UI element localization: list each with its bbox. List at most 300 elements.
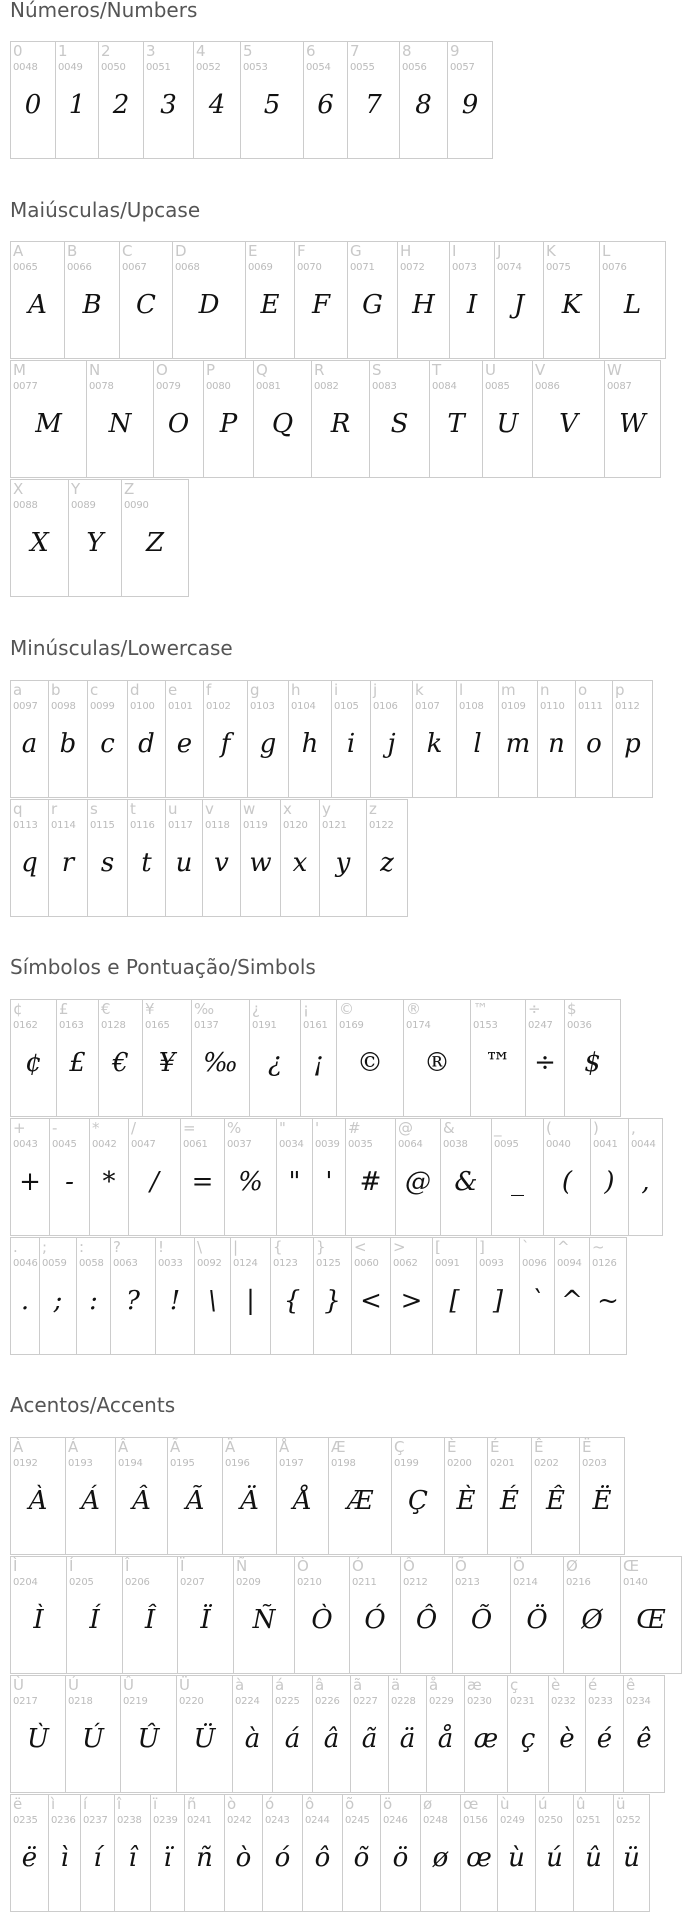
glyph-sample: F xyxy=(311,290,331,320)
glyph-cell xyxy=(116,1437,168,1555)
glyph-cell xyxy=(398,241,450,359)
glyph-code: 0237 xyxy=(83,1815,108,1826)
glyph-cell xyxy=(154,360,204,478)
glyph-sample: ] xyxy=(492,1286,504,1316)
glyph-sample: V xyxy=(559,409,578,439)
glyph-cell xyxy=(49,1794,81,1912)
glyph-sample: Ö xyxy=(526,1605,548,1635)
glyph-cell xyxy=(401,1556,453,1674)
glyph-code: 0248 xyxy=(423,1815,448,1826)
glyph-code: 0114 xyxy=(51,820,76,831)
glyph-cell xyxy=(81,1794,115,1912)
glyph-row xyxy=(10,1118,663,1236)
glyph-label: ô xyxy=(305,1795,315,1813)
glyph-sample: 1 xyxy=(68,90,86,120)
glyph-sample: \ xyxy=(208,1286,217,1316)
glyph-sample: N xyxy=(108,409,132,439)
glyph-cell xyxy=(225,1794,263,1912)
glyph-sample: û xyxy=(585,1843,602,1873)
glyph-code: 0048 xyxy=(13,62,38,73)
glyph-label: s xyxy=(90,800,98,818)
glyph-cell xyxy=(320,799,367,917)
glyph-cell xyxy=(404,999,471,1117)
glyph-sample: © xyxy=(357,1048,383,1078)
glyph-sample: á xyxy=(284,1724,301,1754)
glyph-code: 0226 xyxy=(315,1696,340,1707)
glyph-label: F xyxy=(297,242,306,260)
glyph-code: 0193 xyxy=(68,1458,93,1469)
glyph-cell xyxy=(367,799,408,917)
glyph-cell xyxy=(234,1556,295,1674)
glyph-code: 0078 xyxy=(89,381,114,392)
glyph-code: 0126 xyxy=(592,1258,617,1269)
glyph-cell xyxy=(555,1237,590,1355)
glyph-code: 0036 xyxy=(567,1020,592,1031)
glyph-sample: Û xyxy=(137,1724,160,1754)
glyph-label: Á xyxy=(68,1438,79,1456)
glyph-code: 0200 xyxy=(447,1458,472,1469)
glyph-label: - xyxy=(52,1119,58,1137)
glyph-label: © xyxy=(339,1000,354,1018)
glyph-code: 0238 xyxy=(117,1815,142,1826)
glyph-sample: { xyxy=(283,1286,301,1316)
glyph-sample: ë xyxy=(21,1843,38,1873)
glyph-cell xyxy=(88,680,128,798)
glyph-row xyxy=(10,799,408,917)
glyph-code: 0083 xyxy=(372,381,397,392)
glyph-sample: Å xyxy=(293,1486,312,1516)
glyph-sample: d xyxy=(138,729,155,759)
glyph-code: 0089 xyxy=(71,500,96,511)
glyph-cell xyxy=(520,1237,555,1355)
glyph-cell xyxy=(241,799,281,917)
glyph-cell xyxy=(11,1118,50,1236)
glyph-sample: L xyxy=(623,290,642,320)
glyph-sample: Ï xyxy=(200,1605,211,1635)
glyph-sample: C xyxy=(136,290,156,320)
glyph-sample: ì xyxy=(60,1843,69,1873)
glyph-code: 0060 xyxy=(354,1258,379,1269)
glyph-code: 0046 xyxy=(13,1258,38,1269)
glyph-label: ™ xyxy=(473,1000,488,1018)
glyph-cell xyxy=(590,1237,627,1355)
glyph-code: 0082 xyxy=(314,381,339,392)
glyph-label: ¢ xyxy=(13,1000,23,1018)
glyph-sample: 0 xyxy=(24,90,42,120)
glyph-cell xyxy=(392,1437,445,1555)
glyph-cell xyxy=(178,1556,234,1674)
glyph-sample: 6 xyxy=(317,90,334,120)
glyph-sample: n xyxy=(548,729,565,759)
glyph-sample: & xyxy=(454,1167,478,1197)
glyph-label: G xyxy=(350,242,362,260)
glyph-cell xyxy=(471,999,526,1117)
glyph-sample: ™ xyxy=(485,1048,511,1078)
glyph-sample: ç xyxy=(520,1724,536,1754)
glyph-sample: k xyxy=(426,729,443,759)
glyph-code: 0045 xyxy=(52,1139,77,1150)
glyph-label: ì xyxy=(51,1795,56,1813)
glyph-label: Ö xyxy=(513,1557,525,1575)
glyph-label: € xyxy=(101,1000,111,1018)
glyph-cell xyxy=(77,1237,111,1355)
glyph-code: 0085 xyxy=(485,381,510,392)
glyph-cell xyxy=(271,1237,314,1355)
glyph-code: 0099 xyxy=(90,701,115,712)
glyph-cell xyxy=(614,1794,650,1912)
glyph-label: / xyxy=(131,1119,137,1137)
glyph-label: 7 xyxy=(350,42,360,60)
glyph-code: 0064 xyxy=(398,1139,423,1150)
glyph-code: 0092 xyxy=(197,1258,222,1269)
glyph-cell xyxy=(350,1556,401,1674)
glyph-sample: g xyxy=(259,729,277,759)
glyph-code: 0050 xyxy=(101,62,126,73)
glyph-sample: j xyxy=(387,729,396,759)
glyph-code: 0203 xyxy=(582,1458,607,1469)
glyph-label: 2 xyxy=(101,42,111,60)
glyph-cell xyxy=(532,1437,580,1555)
glyph-code: 0073 xyxy=(452,262,477,273)
glyph-code: 0088 xyxy=(13,500,38,511)
glyph-label: é xyxy=(588,1676,598,1694)
glyph-label: 6 xyxy=(306,42,316,60)
glyph-sample: < xyxy=(360,1286,382,1316)
glyph-label: ñ xyxy=(187,1795,197,1813)
glyph-code: 0063 xyxy=(113,1258,138,1269)
glyph-sample: Ç xyxy=(408,1486,428,1516)
glyph-sample: o xyxy=(586,729,602,759)
glyph-cell xyxy=(181,1118,225,1236)
glyph-label: Û xyxy=(123,1676,134,1694)
glyph-code: 0116 xyxy=(130,820,155,831)
glyph-code: 0047 xyxy=(131,1139,156,1150)
glyph-sample: U xyxy=(496,409,519,439)
glyph-row xyxy=(10,1237,627,1355)
glyph-cell xyxy=(177,1675,233,1793)
glyph-sample: W xyxy=(619,409,646,439)
glyph-sample: ü xyxy=(623,1843,640,1873)
glyph-label: î xyxy=(117,1795,122,1813)
glyph-cell xyxy=(536,1794,574,1912)
glyph-label: < xyxy=(354,1238,367,1256)
glyph-label: O xyxy=(156,361,168,379)
glyph-label: > xyxy=(393,1238,406,1256)
glyph-label: ¿ xyxy=(252,1000,260,1018)
glyph-label: Ù xyxy=(13,1676,24,1694)
glyph-label: È xyxy=(447,1438,457,1456)
glyph-label: } xyxy=(316,1238,326,1256)
glyph-sample: A xyxy=(28,290,47,320)
glyph-sample: â xyxy=(323,1724,340,1754)
glyph-cell xyxy=(120,241,173,359)
glyph-cell xyxy=(391,1237,433,1355)
glyph-cell xyxy=(624,1675,665,1793)
glyph-cell xyxy=(273,1675,313,1793)
glyph-label: ? xyxy=(113,1238,121,1256)
glyph-cell xyxy=(254,360,312,478)
glyph-cell xyxy=(600,241,666,359)
glyph-label: ë xyxy=(13,1795,23,1813)
glyph-sample: l xyxy=(473,729,482,759)
glyph-cell xyxy=(549,1675,586,1793)
glyph-label: & xyxy=(443,1119,455,1137)
glyph-label: ú xyxy=(538,1795,548,1813)
glyph-cell xyxy=(621,1556,682,1674)
glyph-sample: ä xyxy=(399,1724,416,1754)
glyph-code: 0117 xyxy=(168,820,193,831)
glyph-code: 0037 xyxy=(227,1139,252,1150)
glyph-sample: ö xyxy=(392,1843,409,1873)
glyph-label: í xyxy=(83,1795,88,1813)
glyph-cell xyxy=(574,1794,614,1912)
glyph-label: ù xyxy=(500,1795,510,1813)
glyph-code: 0112 xyxy=(615,701,640,712)
glyph-sample: í xyxy=(93,1843,102,1873)
glyph-code: 0207 xyxy=(180,1577,205,1588)
glyph-label: c xyxy=(90,681,99,699)
glyph-cell xyxy=(544,1118,591,1236)
glyph-cell xyxy=(441,1118,492,1236)
glyph-code: 0069 xyxy=(248,262,273,273)
glyph-label: ê xyxy=(626,1676,636,1694)
glyph-sample: R xyxy=(330,409,351,439)
glyph-sample: - xyxy=(65,1167,74,1197)
glyph-code: 0067 xyxy=(122,262,147,273)
glyph-label: W xyxy=(607,361,622,379)
glyph-cell xyxy=(448,41,493,159)
glyph-code: 0212 xyxy=(403,1577,428,1588)
glyph-code: 0065 xyxy=(13,262,38,273)
glyph-code: 0035 xyxy=(348,1139,373,1150)
glyph-cell xyxy=(11,799,49,917)
glyph-cell xyxy=(495,241,544,359)
glyph-cell xyxy=(99,41,144,159)
glyph-label: H xyxy=(400,242,412,260)
glyph-label: z xyxy=(369,800,377,818)
glyph-cell xyxy=(352,1237,391,1355)
glyph-code: 0198 xyxy=(331,1458,356,1469)
glyph-code: 0197 xyxy=(279,1458,304,1469)
glyph-code: 0163 xyxy=(59,1020,84,1031)
glyph-code: 0115 xyxy=(90,820,115,831)
glyph-code: 0076 xyxy=(602,262,627,273)
glyph-label: Ë xyxy=(582,1438,592,1456)
glyph-sample: Æ xyxy=(346,1486,374,1516)
glyph-code: 0245 xyxy=(345,1815,370,1826)
glyph-cell xyxy=(225,1118,277,1236)
glyph-code: 0232 xyxy=(551,1696,576,1707)
glyph-sample: u xyxy=(175,848,193,878)
glyph-sample: € xyxy=(112,1048,129,1078)
glyph-label: B xyxy=(67,242,78,260)
glyph-code: 0043 xyxy=(13,1139,38,1150)
glyph-label: $ xyxy=(567,1000,577,1018)
glyph-code: 0101 xyxy=(168,701,193,712)
glyph-sample: Ò xyxy=(311,1605,333,1635)
glyph-sample: é xyxy=(596,1724,613,1754)
glyph-label: ‰ xyxy=(194,1000,215,1018)
glyph-cell xyxy=(11,1794,49,1912)
glyph-code: 0077 xyxy=(13,381,38,392)
glyph-label: # xyxy=(348,1119,361,1137)
glyph-label: a xyxy=(13,681,23,699)
glyph-code: 0227 xyxy=(353,1696,378,1707)
glyph-code: 0090 xyxy=(124,500,149,511)
glyph-code: 0161 xyxy=(303,1020,328,1031)
glyph-sample: M xyxy=(35,409,62,439)
glyph-sample: ñ xyxy=(196,1843,213,1873)
glyph-label: ü xyxy=(616,1795,626,1813)
glyph-label: I xyxy=(452,242,457,260)
glyph-cell xyxy=(544,241,600,359)
glyph-cell xyxy=(427,1675,465,1793)
glyph-label: ã xyxy=(353,1676,363,1694)
glyph-code: 0109 xyxy=(501,701,526,712)
glyph-cell xyxy=(129,1118,181,1236)
glyph-cell xyxy=(49,799,88,917)
glyph-sample: i xyxy=(346,729,356,759)
glyph-label: 3 xyxy=(146,42,156,60)
glyph-sample: @ xyxy=(405,1167,431,1197)
glyph-sample: 2 xyxy=(112,90,130,120)
glyph-code: 0201 xyxy=(490,1458,515,1469)
glyph-sample: ô xyxy=(314,1843,331,1873)
glyph-code: 0121 xyxy=(322,820,347,831)
glyph-cell xyxy=(295,1556,350,1674)
glyph-cell xyxy=(185,1794,225,1912)
glyph-label: [ xyxy=(435,1238,441,1256)
glyph-code: 0122 xyxy=(369,820,394,831)
glyph-cell xyxy=(351,1675,389,1793)
glyph-cell xyxy=(204,360,254,478)
glyph-sample: 5 xyxy=(263,90,281,120)
glyph-sample: 4 xyxy=(208,90,226,120)
glyph-code: 0244 xyxy=(305,1815,330,1826)
glyph-label: ® xyxy=(406,1000,421,1018)
glyph-cell xyxy=(312,360,370,478)
glyph-cell xyxy=(11,999,57,1117)
glyph-cell xyxy=(461,1794,498,1912)
glyph-cell xyxy=(483,360,533,478)
glyph-cell xyxy=(343,1794,381,1912)
glyph-label: ~ xyxy=(592,1238,605,1256)
glyph-cell xyxy=(168,1437,223,1555)
glyph-sample: m xyxy=(505,729,531,759)
glyph-sample: H xyxy=(412,290,435,320)
glyph-code: 0230 xyxy=(467,1696,492,1707)
glyph-sample: J xyxy=(513,290,525,320)
glyph-sample: Ã xyxy=(185,1486,205,1516)
glyph-label: 1 xyxy=(58,42,68,60)
glyph-cell xyxy=(396,1118,441,1236)
glyph-sample: ¿ xyxy=(268,1048,282,1078)
glyph-label: * xyxy=(92,1119,100,1137)
glyph-label: Ã xyxy=(170,1438,181,1456)
glyph-cell xyxy=(591,1118,629,1236)
glyph-sample: Ê xyxy=(546,1486,565,1516)
glyph-label: ) xyxy=(593,1119,599,1137)
glyph-row xyxy=(10,1794,650,1912)
glyph-code: 0241 xyxy=(187,1815,212,1826)
glyph-label: Å xyxy=(279,1438,290,1456)
glyph-sample: e xyxy=(176,729,193,759)
glyph-code: 0250 xyxy=(538,1815,563,1826)
glyph-sample: , xyxy=(641,1167,650,1197)
glyph-sample: À xyxy=(28,1486,48,1516)
glyph-label: d xyxy=(130,681,140,699)
glyph-code: 0062 xyxy=(393,1258,418,1269)
glyph-code: 0123 xyxy=(273,1258,298,1269)
glyph-code: 0199 xyxy=(394,1458,419,1469)
glyph-sample: r xyxy=(61,848,75,878)
glyph-sample: ^ xyxy=(561,1286,583,1316)
glyph-sample: I xyxy=(466,290,478,320)
glyph-code: 0137 xyxy=(194,1020,219,1031)
glyph-code: 0165 xyxy=(145,1020,170,1031)
glyph-cell xyxy=(88,799,128,917)
glyph-sample: ® xyxy=(424,1048,450,1078)
glyph-code: 0242 xyxy=(227,1815,252,1826)
glyph-label: M xyxy=(13,361,26,379)
glyph-cell xyxy=(56,41,99,159)
glyph-cell xyxy=(11,479,69,597)
glyph-sample: f xyxy=(220,729,231,759)
section-title-lowercase: Minúsculas/Lowercase xyxy=(10,636,233,660)
glyph-label: P xyxy=(206,361,216,379)
glyph-sample: ú xyxy=(546,1843,563,1873)
glyph-cell xyxy=(203,799,241,917)
glyph-code: 0194 xyxy=(118,1458,143,1469)
glyph-label: R xyxy=(314,361,325,379)
glyph-cell xyxy=(389,1675,427,1793)
glyph-sample: x xyxy=(292,848,308,878)
glyph-cell xyxy=(223,1437,277,1555)
glyph-sample: Ø xyxy=(581,1605,603,1635)
glyph-cell xyxy=(371,680,413,798)
glyph-code: 0246 xyxy=(383,1815,408,1826)
glyph-cell xyxy=(231,1237,271,1355)
glyph-sample: õ xyxy=(353,1843,370,1873)
glyph-cell xyxy=(445,1437,488,1555)
glyph-code: 0110 xyxy=(540,701,565,712)
glyph-cell xyxy=(166,799,203,917)
glyph-label: ò xyxy=(227,1795,237,1813)
glyph-label: ¡ xyxy=(303,1000,310,1018)
glyph-label: à xyxy=(235,1676,245,1694)
glyph-code: 0057 xyxy=(450,62,475,73)
glyph-label: T xyxy=(432,361,442,379)
glyph-label: + xyxy=(13,1119,26,1137)
glyph-code: 0058 xyxy=(79,1258,104,1269)
glyph-code: 0102 xyxy=(206,701,231,712)
glyph-sample: Ú xyxy=(82,1724,104,1754)
glyph-sample: } xyxy=(324,1286,341,1316)
glyph-cell xyxy=(90,1118,129,1236)
glyph-cell xyxy=(277,1118,313,1236)
glyph-cell xyxy=(413,680,457,798)
glyph-code: 0140 xyxy=(623,1577,648,1588)
glyph-cell xyxy=(123,1556,178,1674)
glyph-code: 0239 xyxy=(153,1815,178,1826)
glyph-label: Â xyxy=(118,1438,129,1456)
glyph-sample: à xyxy=(244,1724,261,1754)
glyph-label: e xyxy=(168,681,178,699)
glyph-sample: ø xyxy=(432,1843,449,1873)
glyph-label: 8 xyxy=(402,42,412,60)
glyph-code: 0243 xyxy=(265,1815,290,1826)
glyph-cell xyxy=(477,1237,520,1355)
